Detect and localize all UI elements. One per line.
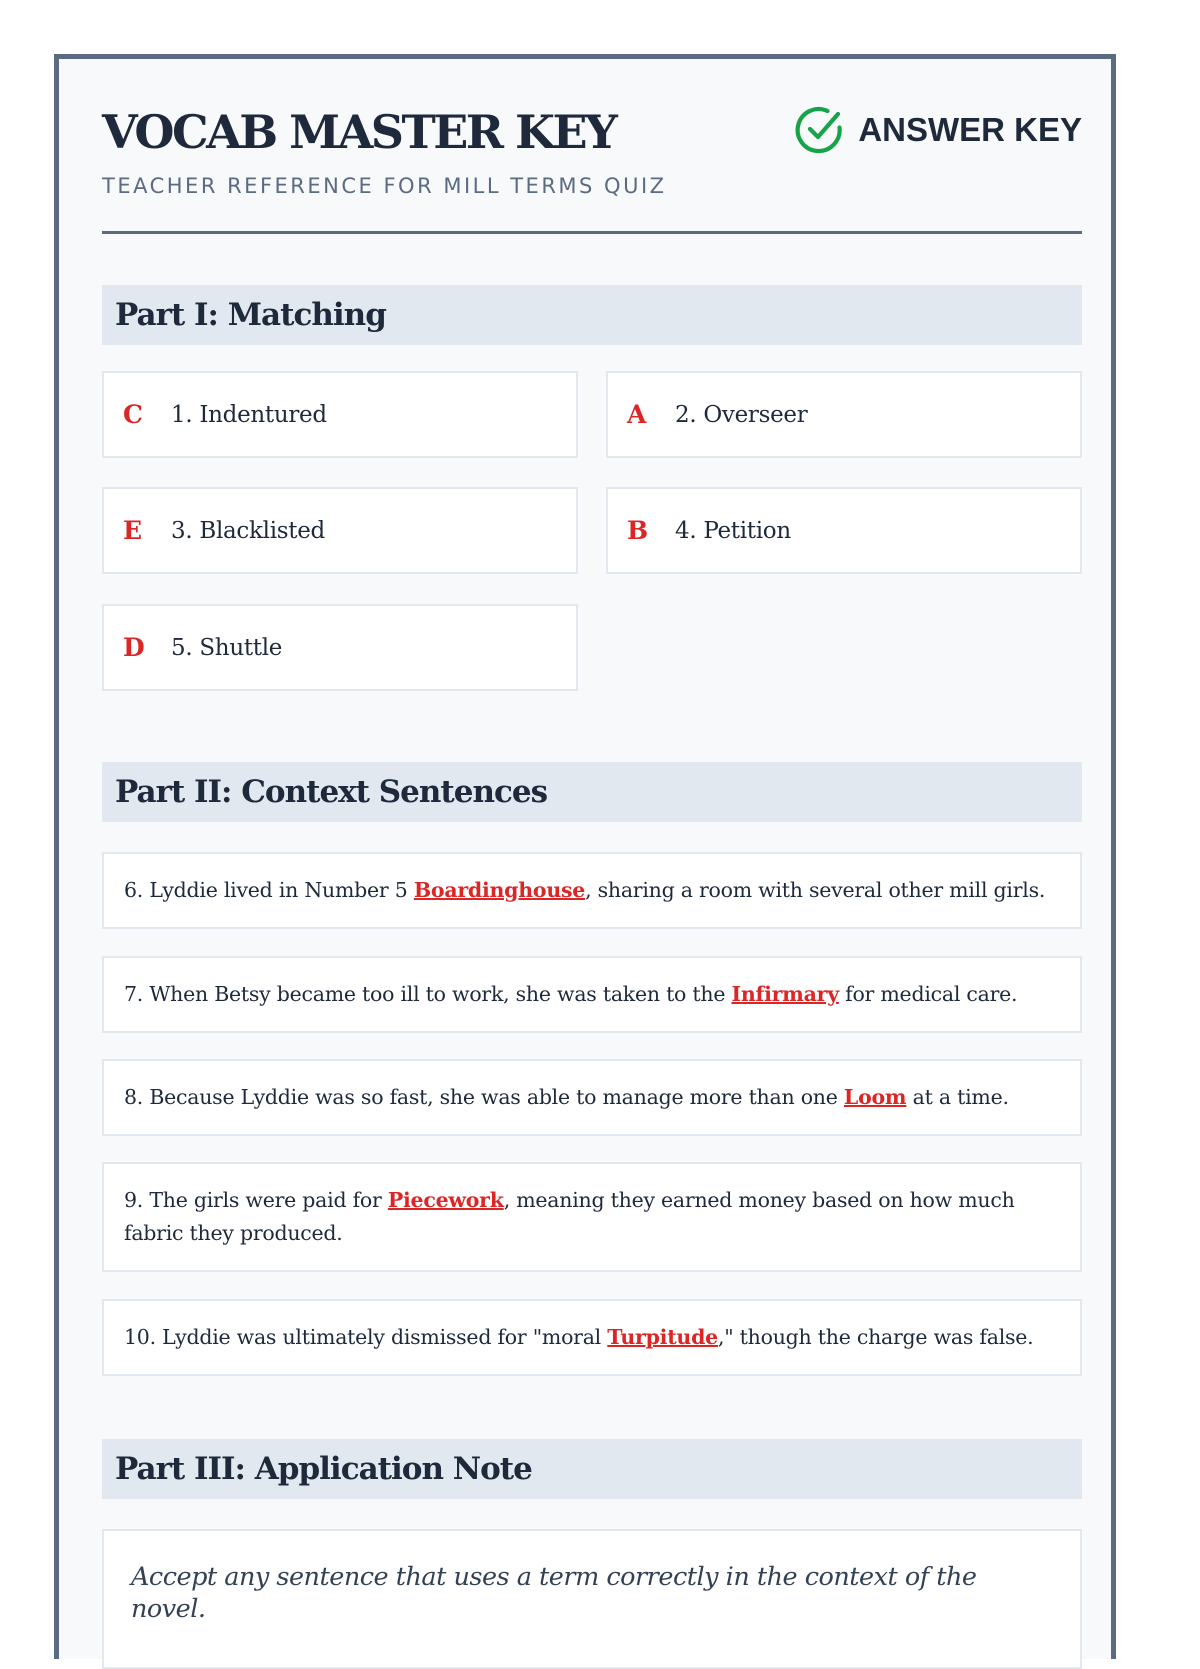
context-sentence <box>102 1299 1082 1376</box>
sentence-answer: Piecework <box>387 1188 504 1212</box>
match-answer-letter: A <box>627 400 647 429</box>
context-sentence <box>102 852 1082 929</box>
page-subtitle: TEACHER REFERENCE FOR MILL TERMS QUIZ <box>102 174 667 198</box>
sentence-lead: 7. When Betsy became too ill to work, she was taken to the <box>124 982 732 1006</box>
match-item <box>102 604 578 691</box>
part2-heading: Part II: Context Sentences <box>115 774 548 810</box>
sentence-lead: 10. Lyddie was ultimately dismissed for "moral <box>124 1325 608 1349</box>
section-heading-part1 <box>102 285 1082 345</box>
section-heading-part2 <box>102 762 1082 822</box>
sentence-answer: Boardinghouse <box>413 878 586 902</box>
match-answer-letter: E <box>123 516 143 545</box>
match-item <box>606 371 1082 458</box>
check-circle-icon <box>794 105 844 155</box>
sentence-answer: Turpitude <box>607 1325 718 1349</box>
match-answer-letter: C <box>123 400 143 429</box>
part3-heading: Part III: Application Note <box>115 1451 532 1487</box>
match-term: 5. Shuttle <box>171 634 283 661</box>
sentence-text <box>124 1081 1009 1114</box>
sentence-text <box>124 978 1017 1011</box>
sentence-tail: ," though the charge was false. <box>717 1325 1034 1349</box>
sentence-lead: 9. The girls were paid for <box>124 1188 388 1212</box>
sentence-text <box>124 1184 1060 1250</box>
sentence-text <box>124 874 1045 907</box>
match-term: 1. Indentured <box>171 401 327 428</box>
sentence-text <box>124 1321 1033 1354</box>
context-sentence <box>102 1162 1082 1272</box>
match-term: 4. Petition <box>675 517 791 544</box>
match-item <box>102 371 578 458</box>
section-heading-part3 <box>102 1439 1082 1499</box>
sentence-tail: , sharing a room with several other mill girls. <box>585 878 1046 902</box>
sentence-answer: Loom <box>843 1085 907 1109</box>
sentence-tail: at a time. <box>906 1085 1009 1109</box>
answer-key-label: ANSWER KEY <box>858 111 1082 148</box>
sentence-lead: 6. Lyddie lived in Number 5 <box>124 878 414 902</box>
sentence-answer: Infirmary <box>731 982 839 1006</box>
application-note <box>102 1529 1082 1669</box>
page-title: VOCAB MASTER KEY <box>102 105 616 159</box>
sentence-lead: 8. Because Lyddie was so fast, she was able to manage more than one <box>124 1085 844 1109</box>
answer-key-sheet <box>54 54 1116 1659</box>
sheet-content <box>102 59 1082 1624</box>
match-term: 3. Blacklisted <box>171 517 325 544</box>
answer-key-badge <box>794 105 1082 155</box>
match-item <box>606 487 1082 574</box>
sentence-tail: for medical care. <box>838 982 1018 1006</box>
sentence-tail: , meaning they earned money based on how much fabric they produced. <box>124 1188 1015 1245</box>
match-answer-letter: D <box>123 633 145 662</box>
match-term: 2. Overseer <box>675 401 808 428</box>
context-sentence <box>102 956 1082 1033</box>
part1-heading: Part I: Matching <box>115 297 386 333</box>
application-note-text: Accept any sentence that uses a term correctly in the context of the novel. <box>131 1562 977 1624</box>
page-header <box>102 59 1082 234</box>
context-sentence <box>102 1059 1082 1136</box>
match-item <box>102 487 578 574</box>
match-answer-letter: B <box>627 516 649 545</box>
